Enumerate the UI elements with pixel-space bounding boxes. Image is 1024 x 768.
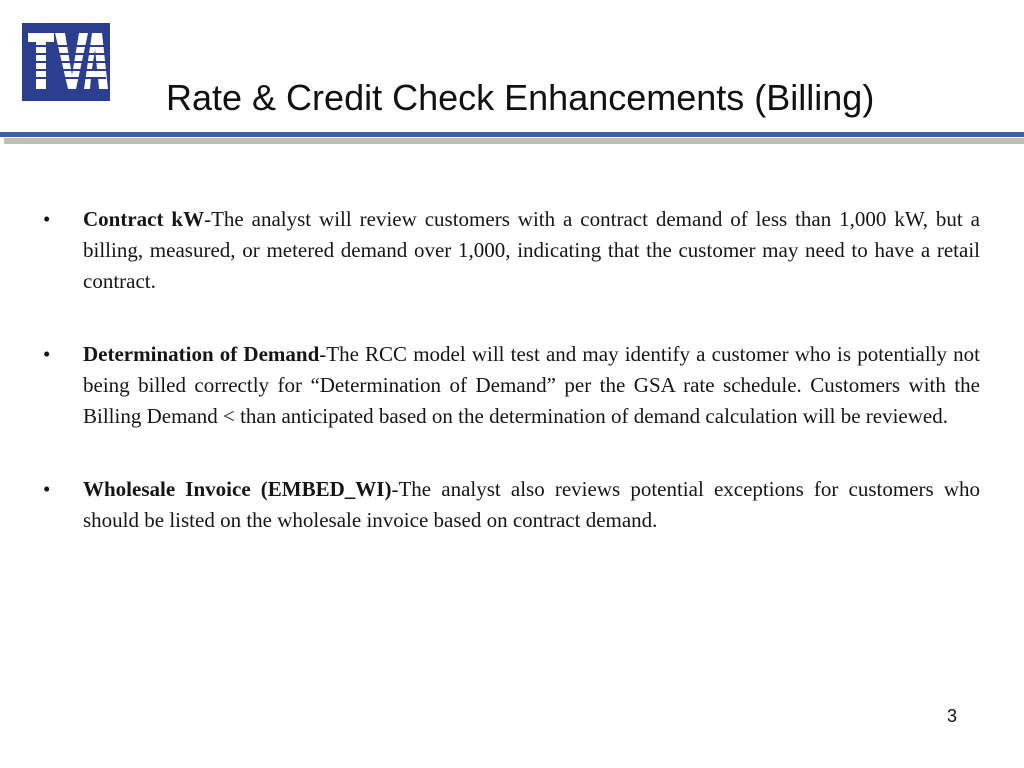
bullet-marker: • bbox=[43, 477, 51, 501]
bullet-text: The RCC model will test and may identify a customer who is potentially not being billed correctly for “Determination of Demand” per the GSA rate schedule. Customers with the Billing Demand < than anticipated based on the determination of demand calculation will be reviewed. bbox=[83, 342, 980, 428]
bullet-marker: • bbox=[43, 342, 51, 366]
bullet-separator: - bbox=[391, 477, 399, 501]
bullet-separator: - bbox=[319, 342, 327, 366]
bullet-marker: • bbox=[43, 207, 51, 231]
tva-logo-mark bbox=[22, 23, 110, 101]
bullet-term: Wholesale Invoice (EMBED_WI) bbox=[83, 477, 392, 501]
header-divider bbox=[0, 132, 1024, 137]
bullet-list bbox=[43, 204, 980, 578]
bullet-item-contract-kw bbox=[43, 204, 980, 297]
bullet-text: The analyst also reviews potential exceptions for customers who should be listed on the wholesale invoice based on contract demand. bbox=[83, 477, 980, 532]
header-divider-shadow bbox=[4, 138, 1024, 144]
bullet-item-wholesale-invoice bbox=[43, 474, 980, 536]
bullet-text: The analyst will review customers with a contract demand of less than 1,000 kW, but a billing, measured, or metered demand over 1,000, indicating that the customer may need to have a retail contract. bbox=[83, 207, 980, 293]
tva-logo bbox=[22, 23, 110, 101]
bullet-item-determination-of-demand bbox=[43, 339, 980, 432]
slide-title: Rate & Credit Check Enhancements (Billing) bbox=[166, 77, 875, 118]
page-number: 3 bbox=[947, 706, 958, 726]
bullet-term: Determination of Demand bbox=[83, 342, 320, 366]
bullet-separator: - bbox=[204, 207, 212, 231]
bullet-term: Contract kW bbox=[83, 207, 205, 231]
